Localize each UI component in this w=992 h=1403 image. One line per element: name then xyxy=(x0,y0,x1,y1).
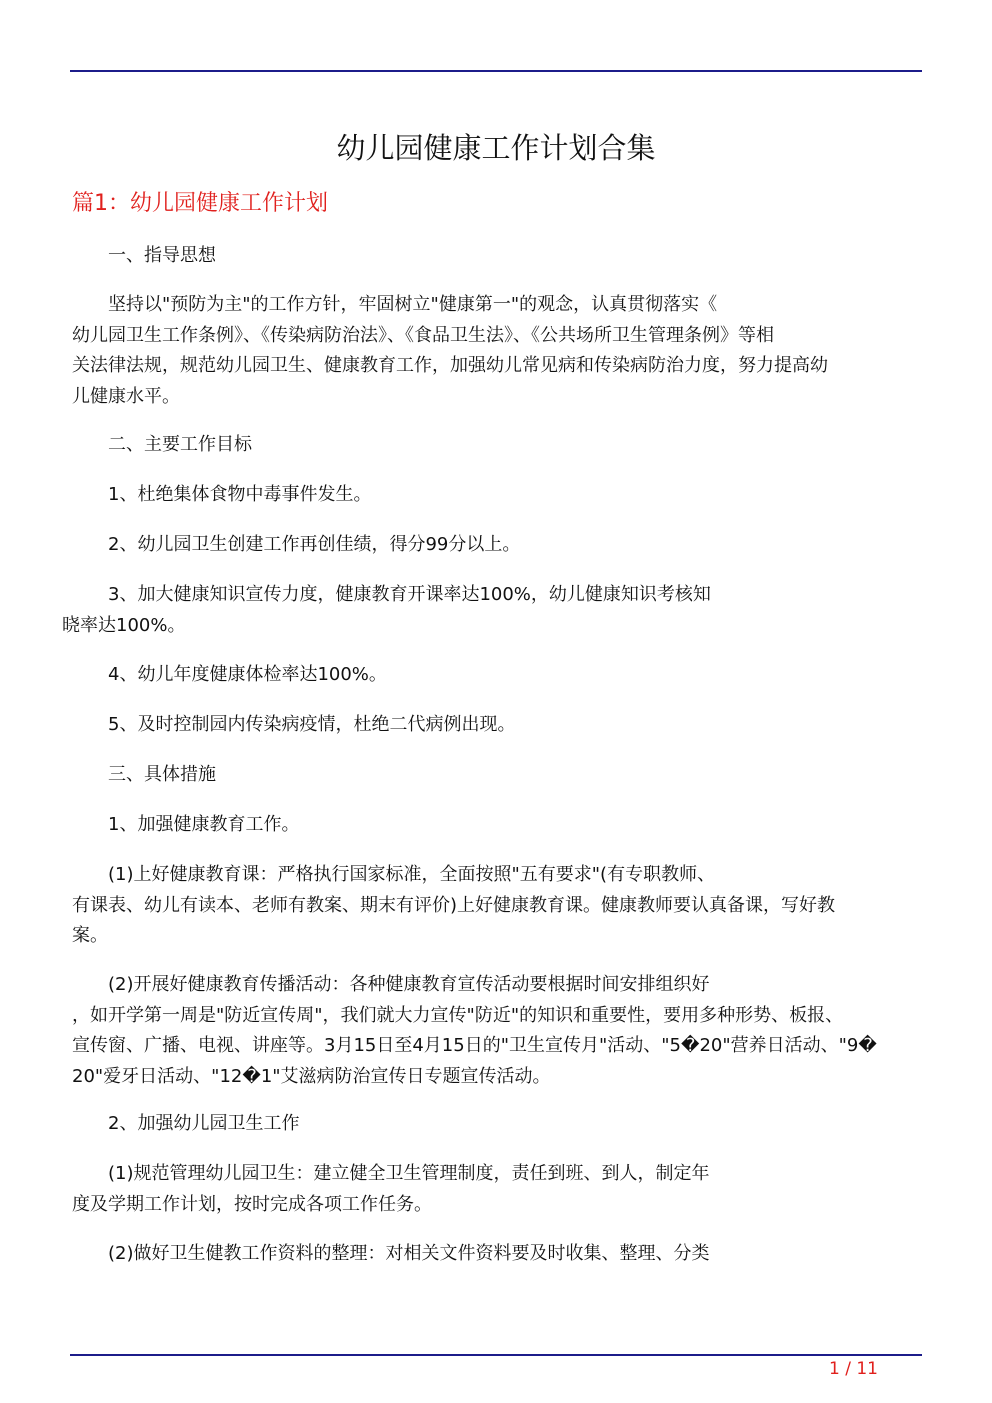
paragraph-line: 三、具体措施 xyxy=(108,764,216,785)
paragraph-line: 3、加大健康知识宣传力度，健康教育开课率达100%，幼儿健康知识考核知 xyxy=(108,584,711,605)
paragraph-line: 1、杜绝集体食物中毒事件发生。 xyxy=(108,484,372,505)
paragraph-line: (2)开展好健康教育传播活动：各种健康教育宣传活动要根据时间安排组织好 xyxy=(108,974,710,995)
paragraph-line: (1)规范管理幼儿园卫生：建立健全卫生管理制度，责任到班、到人，制定年 xyxy=(108,1163,710,1184)
paragraph-line: 2、加强幼儿园卫生工作 xyxy=(108,1113,300,1134)
paragraph-line: 度及学期工作计划，按时完成各项工作任务。 xyxy=(72,1193,432,1215)
paragraph-line: 宣传窗、广播、电视、讲座等。3月15日至4月15日的"卫生宣传月"活动、"5�20"营养日活动、"9� xyxy=(72,1035,877,1056)
page-indicator: 1 / 11 xyxy=(829,1359,878,1379)
paragraph-line: 儿健康水平。 xyxy=(72,385,180,407)
paragraph-line: 有课表、幼儿有读本、老师有教案、期末有评价)上好健康教育课。健康教师要认真备课，写好教 xyxy=(72,894,836,916)
paragraph-line: (2)做好卫生健教工作资料的整理：对相关文件资料要及时收集、整理、分类 xyxy=(108,1243,710,1264)
paragraph-measure-1-2 xyxy=(72,970,922,1092)
section-heading: 篇1：幼儿园健康工作计划 xyxy=(72,191,328,216)
paragraph-measure-2 xyxy=(72,1109,922,1140)
paragraph-line: 晓率达100%。 xyxy=(62,614,186,636)
paragraph-line: 坚持以"预防为主"的工作方针，牢固树立"健康第一"的观念，认真贯彻落实《 xyxy=(108,294,718,315)
paragraph-line: 1、加强健康教育工作。 xyxy=(108,814,300,835)
paragraph-guiding-ideology xyxy=(72,290,922,412)
paragraph-measure-1-1 xyxy=(72,860,922,952)
paragraph-line: 案。 xyxy=(72,925,108,946)
paragraph-line: 4、幼儿年度健康体检率达100%。 xyxy=(108,664,387,685)
paragraph-line: 2、幼儿园卫生创建工作再创佳绩，得分99分以上。 xyxy=(108,534,521,555)
paragraph-goal-4 xyxy=(72,660,922,691)
paragraph-measure-2-2 xyxy=(72,1239,922,1270)
paragraph-goal-3 xyxy=(62,580,922,641)
header-rule xyxy=(70,70,922,72)
paragraph-goal-1 xyxy=(72,480,922,511)
footer-rule xyxy=(70,1354,922,1356)
paragraph-line: ，如开学第一周是"防近宣传周"，我们就大力宣传"防近"的知识和重要性，要用多种形势、板报、 xyxy=(72,1004,844,1026)
paragraph-heading-measures xyxy=(72,760,922,791)
paragraph-measure-2-1 xyxy=(72,1159,922,1220)
paragraph-line: 一、指导思想 xyxy=(108,245,216,266)
document-title: 幼儿园健康工作计划合集 xyxy=(336,131,656,165)
paragraph-line: 关法律法规，规范幼儿园卫生、健康教育工作，加强幼儿常见病和传染病防治力度，努力提高幼 xyxy=(72,355,828,376)
paragraph-goal-5 xyxy=(72,710,922,741)
paragraph-line: 幼儿园卫生工作条例》、《传染病防治法》、《食品卫生法》、《公共场所卫生管理条例》等相 xyxy=(72,324,774,346)
paragraph-line: (1)上好健康教育课：严格执行国家标准，全面按照"五有要求"(有专职教师、 xyxy=(108,864,716,885)
paragraph-measure-1 xyxy=(72,810,922,841)
paragraph-goal-2 xyxy=(72,530,922,561)
paragraph-line: 20"爱牙日活动、"12�1"艾滋病防治宣传日专题宣传活动。 xyxy=(72,1065,551,1087)
paragraph-line: 二、主要工作目标 xyxy=(108,434,252,455)
paragraph-line: 5、及时控制园内传染病疫情，杜绝二代病例出现。 xyxy=(108,714,516,735)
paragraph-heading-guiding-ideology xyxy=(72,241,922,272)
paragraph-heading-main-goals xyxy=(72,430,922,461)
